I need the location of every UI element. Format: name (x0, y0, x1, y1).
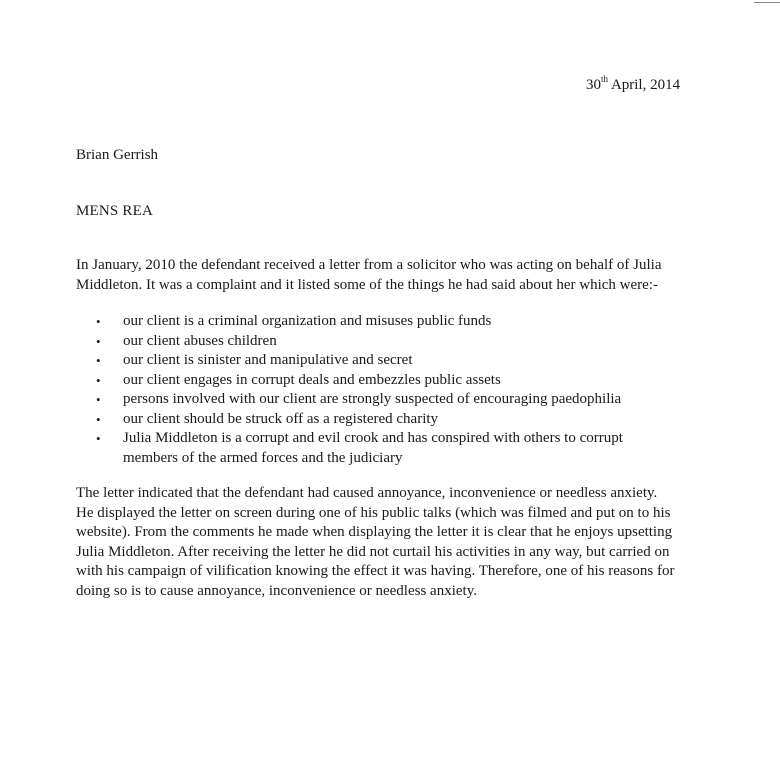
bullet-icon: • (96, 411, 101, 427)
list-item-text: members of the armed forces and the judiciary (123, 449, 403, 466)
list-item (96, 390, 623, 410)
list-item-text: our client abuses children (123, 332, 277, 349)
conclusion-line: He displayed the letter on screen during one of his public talks (which was filmed and put on to his (76, 504, 671, 521)
list-item (96, 371, 623, 391)
bullet-icon: • (96, 333, 101, 349)
list-item-text: our client engages in corrupt deals and embezzles public assets (123, 371, 501, 388)
bullet-icon: • (96, 392, 101, 407)
letter-date (586, 76, 680, 94)
scan-edge-mark (754, 2, 780, 3)
list-item (96, 351, 623, 371)
bullet-icon: • (96, 353, 101, 368)
date-month-year: April, 2014 (608, 77, 681, 93)
list-item (96, 332, 623, 352)
conclusion-line: website). From the comments he made when displaying the letter it is clear that he enjoys upsetting (76, 524, 673, 540)
list-item-text: Julia Middleton is a corrupt and evil crook and has conspired with others to corrupt (123, 430, 623, 446)
bullet-icon: • (96, 431, 101, 446)
intro-line: In January, 2010 the defendant received a letter from a solicitor who was acting on behalf of Julia (76, 257, 662, 273)
conclusion-line: with his campaign of vilification knowing the effect it was having. Therefore, one of his reasons for (76, 563, 675, 579)
bullet-icon: • (96, 314, 101, 329)
author-name: Brian Gerrish (76, 147, 159, 163)
list-item (96, 429, 623, 468)
date-day: 30 (586, 77, 601, 93)
conclusion-line: The letter indicated that the defendant had caused annoyance, inconvenience or needless anxiety. (76, 485, 658, 501)
list-item (96, 312, 623, 332)
intro-line: Middleton. It was a complaint and it listed some of the things he had said about her which were:- (76, 276, 658, 293)
intro-paragraph (76, 256, 661, 295)
date-suffix: th (601, 74, 609, 84)
conclusion-line: Julia Middleton. After receiving the letter he did not curtail his activities in any way, but carried on (76, 543, 670, 560)
list-item-text: our client should be struck off as a registered charity (123, 410, 439, 427)
bullet-icon: • (96, 372, 101, 388)
conclusion-paragraph (76, 484, 674, 601)
conclusion-line: doing so is to cause annoyance, inconvenience or needless anxiety. (76, 582, 477, 599)
list-item-text: our client is sinister and manipulative and secret (123, 352, 413, 368)
list-item (96, 410, 623, 430)
list-item-text: our client is a criminal organization and misuses public funds (123, 313, 492, 329)
list-item-text: persons involved with our client are strongly suspected of encouraging paedophilia (123, 391, 622, 407)
allegations-list (96, 312, 623, 468)
section-heading: MENS REA (76, 203, 154, 219)
